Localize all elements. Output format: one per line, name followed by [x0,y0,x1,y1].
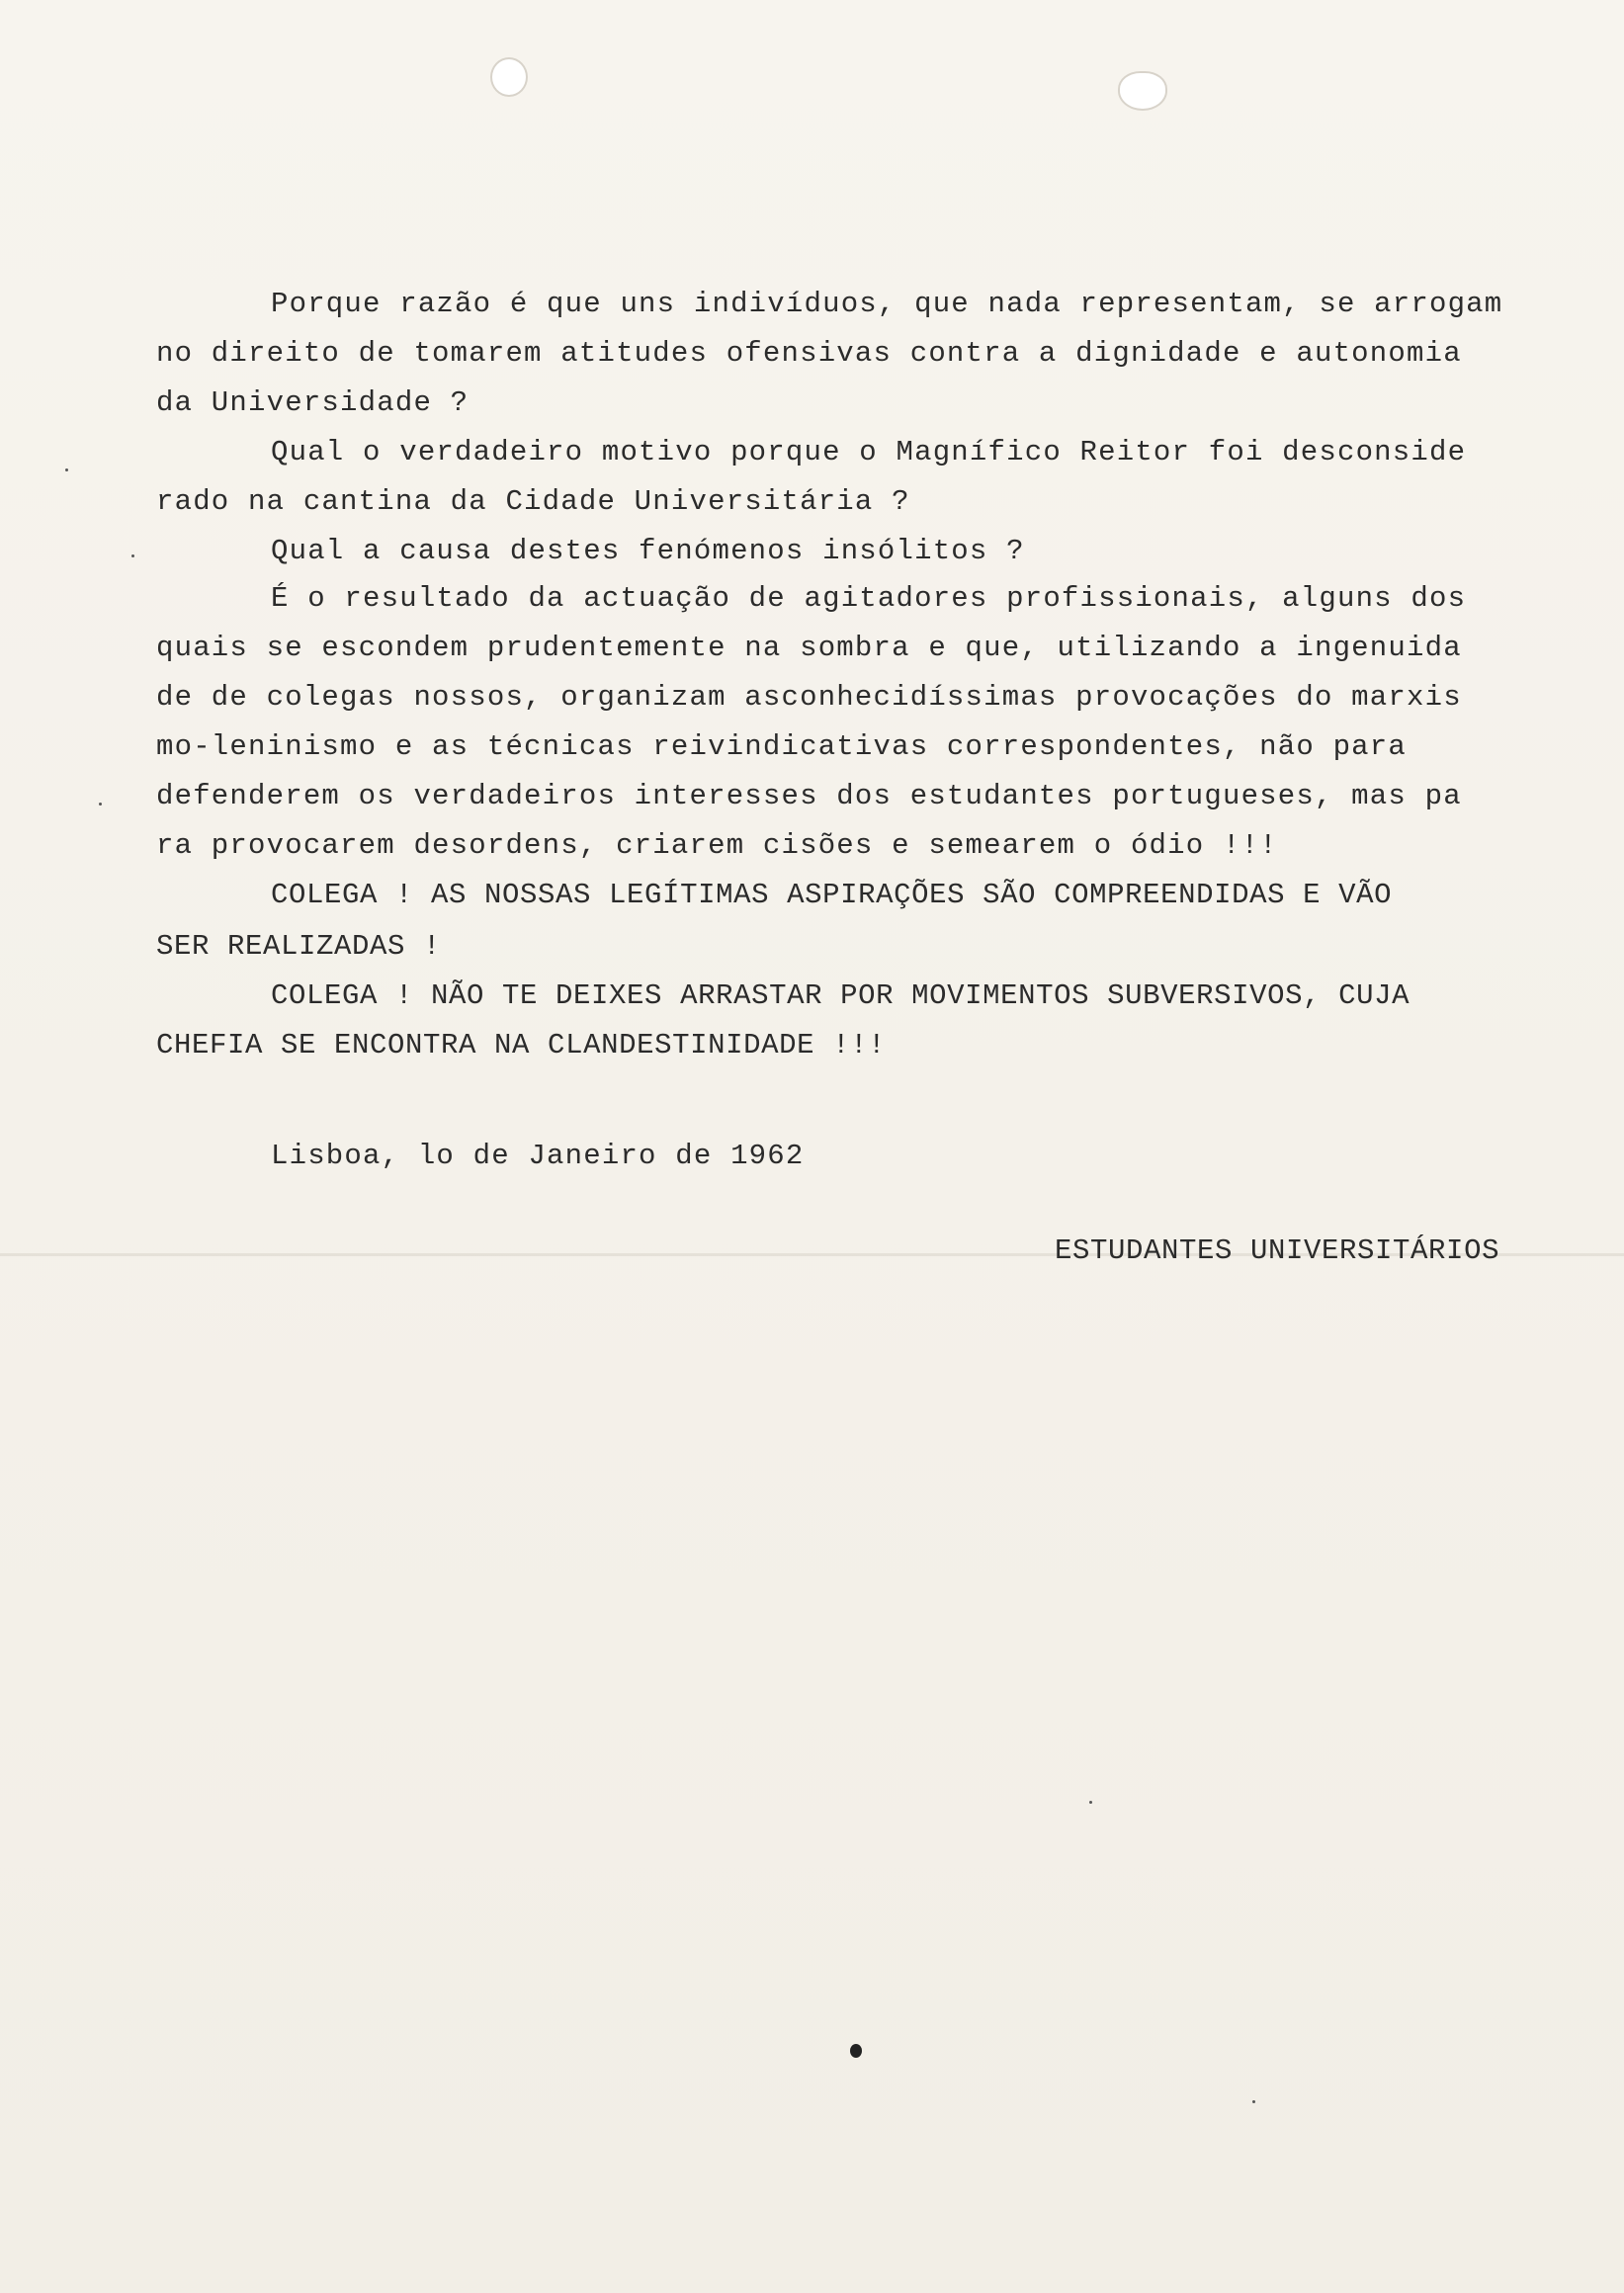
text-line: Porque razão é que uns indivíduos, que nada representam, se arrogam [271,288,1503,320]
signature: ESTUDANTES UNIVERSITÁRIOS [1055,1234,1500,1267]
ink-speck [131,554,134,557]
text-line: COLEGA ! NÃO TE DEIXES ARRASTAR POR MOVIMENTOS SUBVERSIVOS, CUJA [271,979,1410,1012]
ink-speck [65,468,68,471]
text-line: quais se escondem prudentemente na sombra e que, utilizando a ingenuida [156,632,1462,664]
text-line: CHEFIA SE ENCONTRA NA CLANDESTINIDADE !!! [156,1029,887,1062]
text-line: da Universidade ? [156,386,470,419]
text-line: Qual o verdadeiro motivo porque o Magnífico Reitor foi desconside [271,436,1467,468]
text-line: defenderem os verdadeiros interesses dos estudantes portugueses, mas pa [156,780,1462,812]
text-line: no direito de tomarem atitudes ofensivas contra a dignidade e autonomia [156,337,1462,370]
text-line: Qual a causa destes fenómenos insólitos ? [271,535,1025,567]
punch-hole-left [490,57,528,97]
text-line: ra provocarem desordens, criarem cisões e semearem o ódio !!! [156,829,1278,862]
ink-speck [1089,1801,1092,1804]
ink-speck [99,803,102,806]
text-line: de de colegas nossos, organizam asconhecidíssimas provocações do marxis [156,681,1462,714]
text-line: rado na cantina da Cidade Universitária ? [156,485,910,518]
text-line: SER REALIZADAS ! [156,930,442,963]
text-line: COLEGA ! AS NOSSAS LEGÍTIMAS ASPIRAÇÕES SÃO COMPREENDIDAS E VÃO [271,879,1393,911]
text-line: mo-leninismo e as técnicas reivindicativas correspondentes, não para [156,730,1407,763]
ink-dot [850,2044,862,2058]
punch-hole-right [1118,71,1167,111]
dateline: Lisboa, lo de Janeiro de 1962 [271,1140,805,1172]
text-line: É o resultado da actuação de agitadores profissionais, alguns dos [271,582,1467,615]
ink-speck [1252,2100,1255,2103]
